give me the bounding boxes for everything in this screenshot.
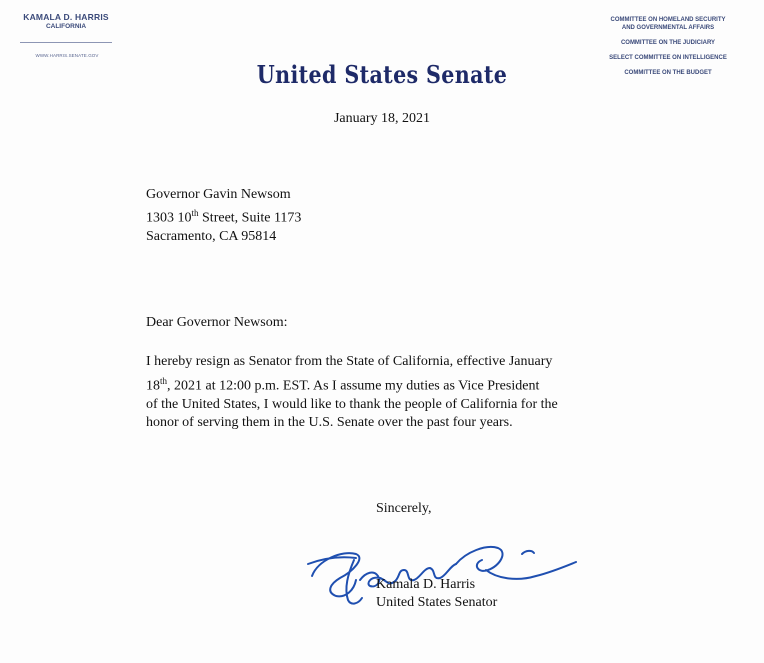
- committee-item: COMMITTEE ON THE BUDGET: [624, 70, 712, 76]
- sender-name: KAMALA D. HARRIS: [23, 12, 109, 22]
- body-line: honor of serving them in the U.S. Senate over the past four years.: [146, 415, 513, 431]
- recipient-address: [146, 186, 301, 246]
- signer-title: United States Senator: [376, 595, 498, 610]
- sender-website: WWW.HARRIS.SENATE.GOV: [35, 53, 99, 58]
- recipient-city: Sacramento, CA 95814: [146, 228, 277, 244]
- body-line: 18th, 2021 at 12:00 p.m. EST. As I assume my duties as Vice President: [146, 375, 540, 394]
- body-line: I hereby resign as Senator from the State of California, effective January: [146, 354, 553, 369]
- sender-state: CALIFORNIA: [45, 23, 87, 30]
- committee-item: SELECT COMMITTEE ON INTELLIGENCE: [609, 55, 727, 61]
- salutation: Dear Governor Newsom:: [146, 315, 288, 330]
- letter-body: [146, 353, 632, 433]
- committee-item: COMMITTEE ON HOMELAND SECURITY AND GOVERNMENTAL AFFAIRS: [610, 17, 726, 31]
- letterhead-sender: [10, 12, 122, 30]
- recipient-name: Governor Gavin Newsom: [146, 187, 291, 202]
- recipient-street: 1303 10th Street, Suite 1173: [146, 208, 302, 226]
- senate-title: United States Senate: [256, 60, 508, 89]
- signer-name: Kamala D. Harris: [376, 577, 476, 592]
- committee-item: COMMITTEE ON THE JUDICIARY: [620, 40, 716, 46]
- letterhead-divider: [20, 42, 112, 43]
- signer-block: [376, 576, 497, 612]
- closing: Sincerely,: [376, 501, 432, 516]
- body-line: of the United States, I would like to thank the people of California for the: [146, 396, 558, 412]
- letter-date: January 18, 2021: [333, 111, 431, 126]
